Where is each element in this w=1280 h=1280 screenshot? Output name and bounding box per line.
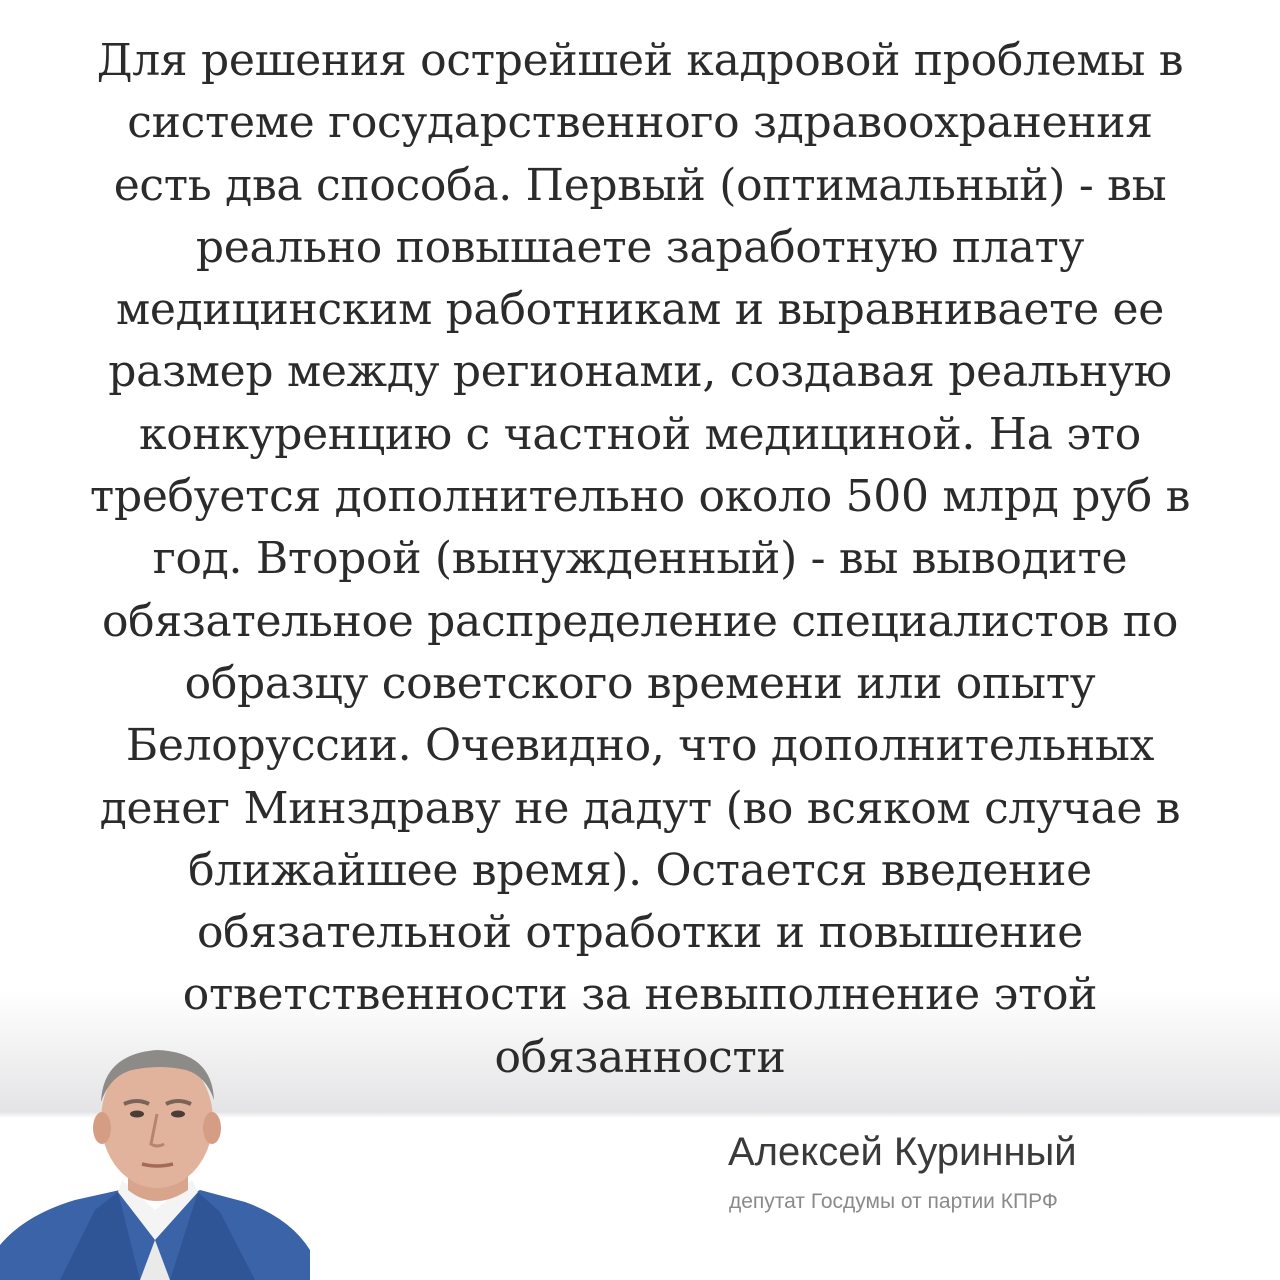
author-name: Алексей Куринный bbox=[728, 1130, 1077, 1174]
quote-text bbox=[40, 30, 1240, 1089]
quote-line: денег Минздраву не дадут (во всяком случае в bbox=[99, 782, 1181, 834]
quote-line: Белоруссии. Очевидно, что дополнительных bbox=[125, 720, 1155, 772]
author-portrait bbox=[0, 1040, 310, 1280]
quote-line: обязанности bbox=[494, 1031, 786, 1083]
quote-line: ответственности за невыполнение этой bbox=[182, 969, 1098, 1021]
quote-line: реально повышаете заработную плату bbox=[195, 221, 1085, 273]
quote-line: год. Второй (вынужденный) - вы выводите bbox=[152, 533, 1128, 585]
quote-line: Для решения острейшей кадровой проблемы в bbox=[96, 35, 1184, 86]
quote-line: конкуренцию с частной медициной. На это bbox=[139, 408, 1141, 460]
quote-line: медицинским работникам и выравниваете ее bbox=[115, 284, 1165, 336]
author-role: депутат Госдумы от партии КПРФ bbox=[729, 1190, 1058, 1213]
quote-line: требуется дополнительно около 500 млрд руб в bbox=[89, 471, 1191, 523]
quote-line: есть два способа. Первый (оптимальный) - вы bbox=[113, 159, 1167, 211]
quote-line: обязательной отработки и повышение bbox=[196, 907, 1084, 959]
quote-line: образцу советского времени или опыту bbox=[184, 657, 1096, 709]
quote-line: размер между регионами, создавая реальную bbox=[108, 346, 1172, 398]
quote-line: обязательное распределение специалистов по bbox=[101, 595, 1179, 647]
quote-line: ближайшее время). Остается введение bbox=[188, 844, 1092, 896]
quote-line: системе государственного здравоохранения bbox=[127, 97, 1153, 149]
